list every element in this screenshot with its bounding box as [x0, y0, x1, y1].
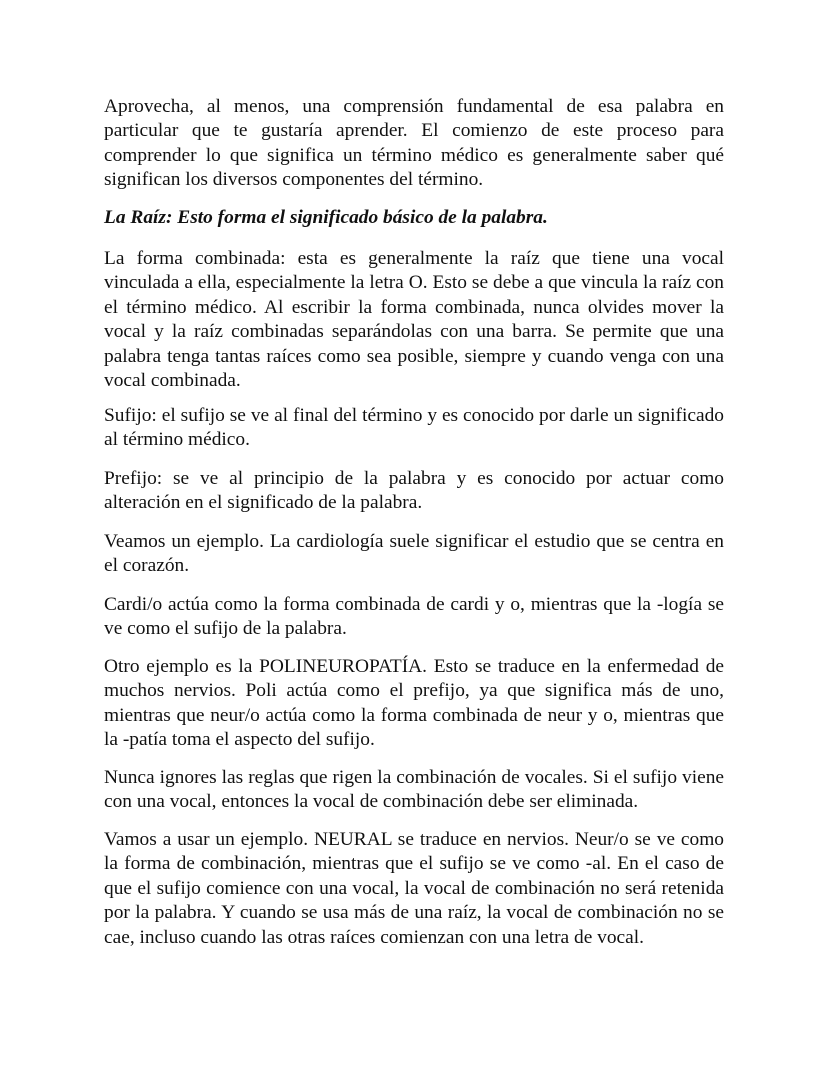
paragraph-vowel-rules: Nunca ignores las reglas que rigen la combinación de vocales. Si el sufijo viene con una vocal, entonces la vocal de combinación debe ser eliminada. — [104, 767, 724, 813]
section-heading-root: La Raíz: Esto forma el significado básico de la palabra. — [104, 207, 548, 228]
paragraph-cardio: Cardi/o actúa como la forma combinada de cardi y o, mientras que la -logía se ve como el sufijo de la palabra. — [104, 594, 724, 640]
paragraph-prefix: Prefijo: se ve al principio de la palabra y es conocido por actuar como alteración en el significado de la palabra. — [104, 468, 724, 514]
paragraph-combined-form: La forma combinada: esta es generalmente la raíz que tiene una vocal vinculada a ella, especialmente la letra O. Esto se debe a que vincula la raíz con el término médico. Al escribir la forma combinada, nunca olvides mover la vocal y la raíz combinadas separándolas con una barra. Se permite que una palabra tenga tantas raíces como sea posible, siempre y cuando venga con una vocal combinada. — [104, 248, 724, 392]
paragraph-suffix: Sufijo: el sufijo se ve al final del término y es conocido por darle un significado al término médico. — [104, 405, 724, 451]
paragraph-intro: Aprovecha, al menos, una comprensión fundamental de esa palabra en particular que te gustaría aprender. El comienzo de este proceso para comprender lo que significa un término médico es generalmente saber qué significan los diversos componentes del término. — [104, 96, 724, 191]
paragraph-example-cardiology: Veamos un ejemplo. La cardiología suele significar el estudio que se centra en el corazón. — [104, 531, 724, 577]
paragraph-neural-example: Vamos a usar un ejemplo. NEURAL se traduce en nervios. Neur/o se ve como la forma de combinación, mientras que el sufijo se ve como -al. En el caso de que el sufijo comience con una vocal, la vocal de combinación no será retenida por la palabra. Y cuando se usa más de una raíz, la vocal de combinación no se cae, incluso cuando las otras raíces comienzan con una letra de vocal. — [104, 829, 724, 948]
paragraph-polyneuropathy: Otro ejemplo es la POLINEUROPATÍA. Esto se traduce en la enfermedad de muchos nervios. Poli actúa como el prefijo, ya que significa más de uno, mientras que neur/o actúa como la forma combinada de neur y o, mientras que la -patía toma el aspecto del sufijo. — [104, 656, 724, 751]
